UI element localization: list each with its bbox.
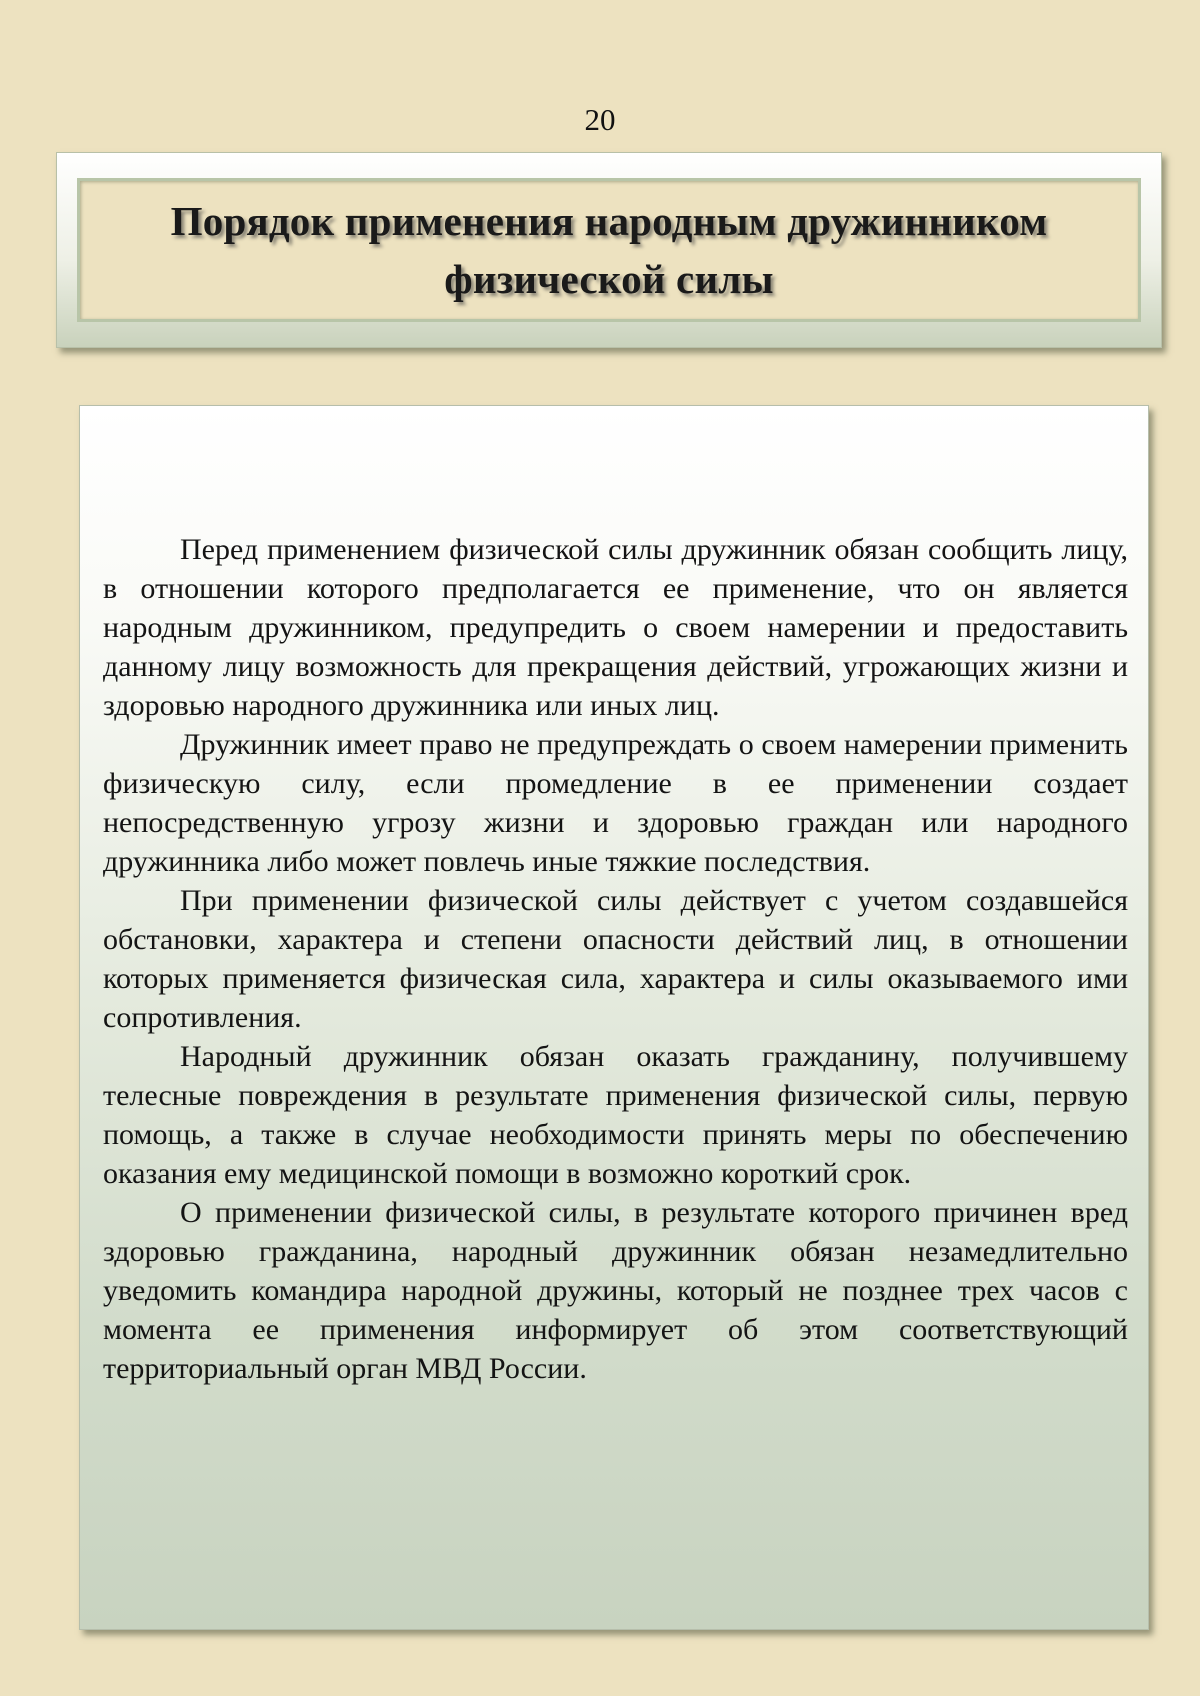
- paragraph-first-aid: Народный дружинник обязан оказать гражданину, получившему телесные повреждения в результате применения физической силы, первую помощь, а также в случае необходимости принять меры по обеспечению оказания ему медицинской помощи в возможно короткий срок.: [103, 1040, 1128, 1190]
- page-title: Порядок применения народным дружинником физической силы: [170, 198, 1048, 302]
- page-number: 20: [584, 102, 616, 137]
- paragraph-situation-consideration: При применении физической силы действует с учетом создавшейся обстановки, характера и степени опасности действий лиц, в отношении которых применяется физическая сила, характера и силы оказываемого ими сопротивления.: [103, 884, 1128, 1034]
- content-panel: [79, 405, 1149, 1630]
- title-inner-box: [77, 178, 1141, 322]
- content-body: [103, 530, 1128, 1388]
- title-frame: [56, 152, 1162, 348]
- paragraph-warning-duty: Перед применением физической силы дружинник обязан сообщить лицу, в отношении которого предполагается ее применение, что он является народным дружинником, предупредить о своем намерении и предоставить данному лицу возможность для прекращения действий, угрожающих жизни и здоровью народного дружинника или иных лиц.: [103, 533, 1128, 722]
- paragraph-notify-commander: О применении физической силы, в результате которого причинен вред здоровью гражданина, народный дружинник обязан незамедлительно уведомить командира народной дружины, который не позднее трех часов с момента ее применения информирует об этом соответствующий территориальный орган МВД России.: [103, 1196, 1128, 1385]
- paragraph-no-warning-right: Дружинник имеет право не предупреждать о своем намерении применить физическую силу, если промедление в ее применении создает непосредственную угрозу жизни и здоровью граждан или народного дружинника либо может повлечь иные тяжкие последствия.: [103, 728, 1128, 878]
